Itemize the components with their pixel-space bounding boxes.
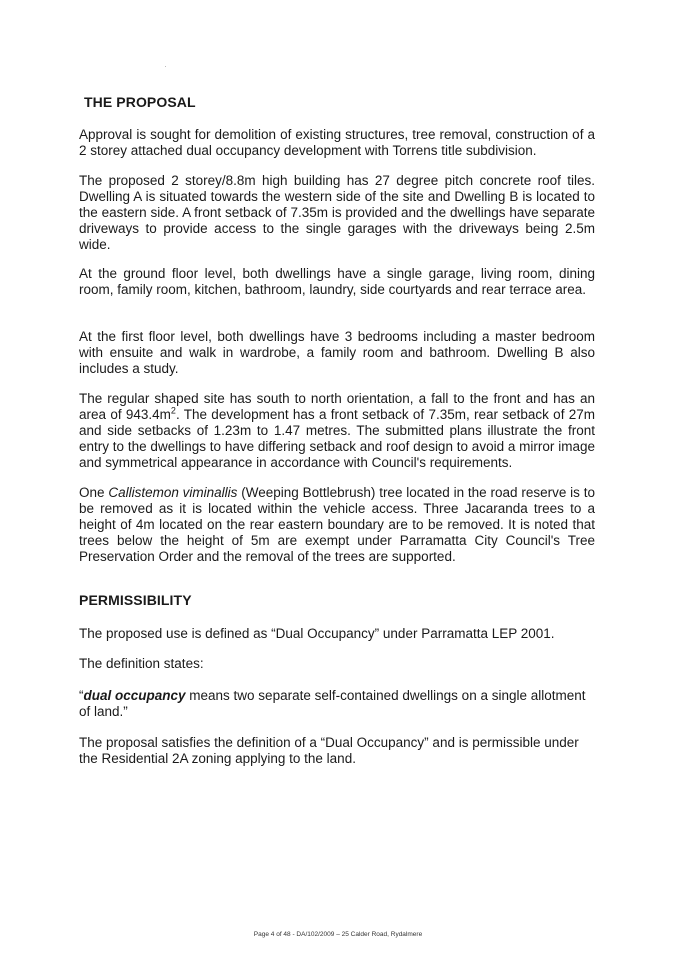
scan-speck [165,66,166,67]
proposal-paragraph-2 [79,173,595,253]
paragraph-text: The proposed 2 storey/8.8m high building has 27 degree pitch concrete roof tiles. Dwelling A is situated towards the western side of the site and Dwelling B is located to the eastern side. A front setback of 7.35m is provided and the dwellings have separate driveways to provide access to the single garages with the driveways being 2.5m wide. [79,173,595,252]
species-name: Callistemon viminallis [108,485,238,500]
paragraph-text [79,688,595,720]
text-run: . The development has a front setback of 7.35m, rear setback of 27m and side setbacks of 1.23m to 1.47 metres. The submitted plans illustrate the front entry to the dwellings to have differing setback and roof design to avoid a mirror image and symmetrical appearance in accordance with Council's requirements. [79,407,596,470]
proposal-paragraph-1 [79,127,595,159]
paragraph-text: The definition states: [79,656,204,671]
proposal-paragraph-5 [79,391,595,471]
section-heading-proposal: THE PROPOSAL [84,94,196,110]
paragraph-text: The proposed use is defined as “Dual Occupancy” under Parramatta LEP 2001. [79,626,555,641]
paragraph-text [79,485,595,565]
permissibility-paragraph-3 [79,688,595,720]
proposal-paragraph-3 [79,266,595,298]
paragraph-text: Approval is sought for demolition of existing structures, tree removal, construction of a 2 storey attached dual occupancy development with Torrens title subdivision. [79,127,595,158]
paragraph-text: At the first floor level, both dwellings have 3 bedrooms including a master bedroom with ensuite and walk in wardrobe, a family room and bathroom. Dwelling B also includes a study. [79,329,595,376]
superscript: 2 [170,405,176,416]
text-run: means two separate self-contained dwellings on a single allotment of land.” [79,688,586,719]
text-run: One [79,485,109,500]
permissibility-paragraph-2 [79,656,595,672]
proposal-paragraph-6 [79,485,595,565]
text-run: (Weeping Bottlebrush) tree located in the road reserve is to be removed as it is located within the vehicle access. Three Jacaranda trees to a height of 4m located on the rear eastern boundary are to be removed. It is noted that trees below the height of 5m are exempt under Parramatta City Council's Tree Preservation Order and the removal of the trees are supported. [79,485,595,564]
proposal-paragraph-4 [79,329,595,377]
text-run: The regular shaped site has south to north orientation, a fall to the front and has an area of 943.4m [79,391,595,422]
page-footer: Page 4 of 48 - DA/102/2009 – 25 Calder Road, Rydalmere [253,931,423,938]
defined-term: dual occupancy [83,688,186,703]
paragraph-text: The proposal satisfies the definition of a “Dual Occupancy” and is permissible under the Residential 2A zoning applying to the land. [79,735,579,766]
section-heading-permissibility: PERMISSIBILITY [79,592,192,608]
permissibility-paragraph-1 [79,626,595,642]
paragraph-text: At the ground floor level, both dwellings have a single garage, living room, dining room, family room, kitchen, bathroom, laundry, side courtyards and rear terrace area. [79,266,595,297]
quote-mark: “ [79,688,84,703]
permissibility-paragraph-4 [79,735,595,767]
paragraph-text [79,391,595,471]
